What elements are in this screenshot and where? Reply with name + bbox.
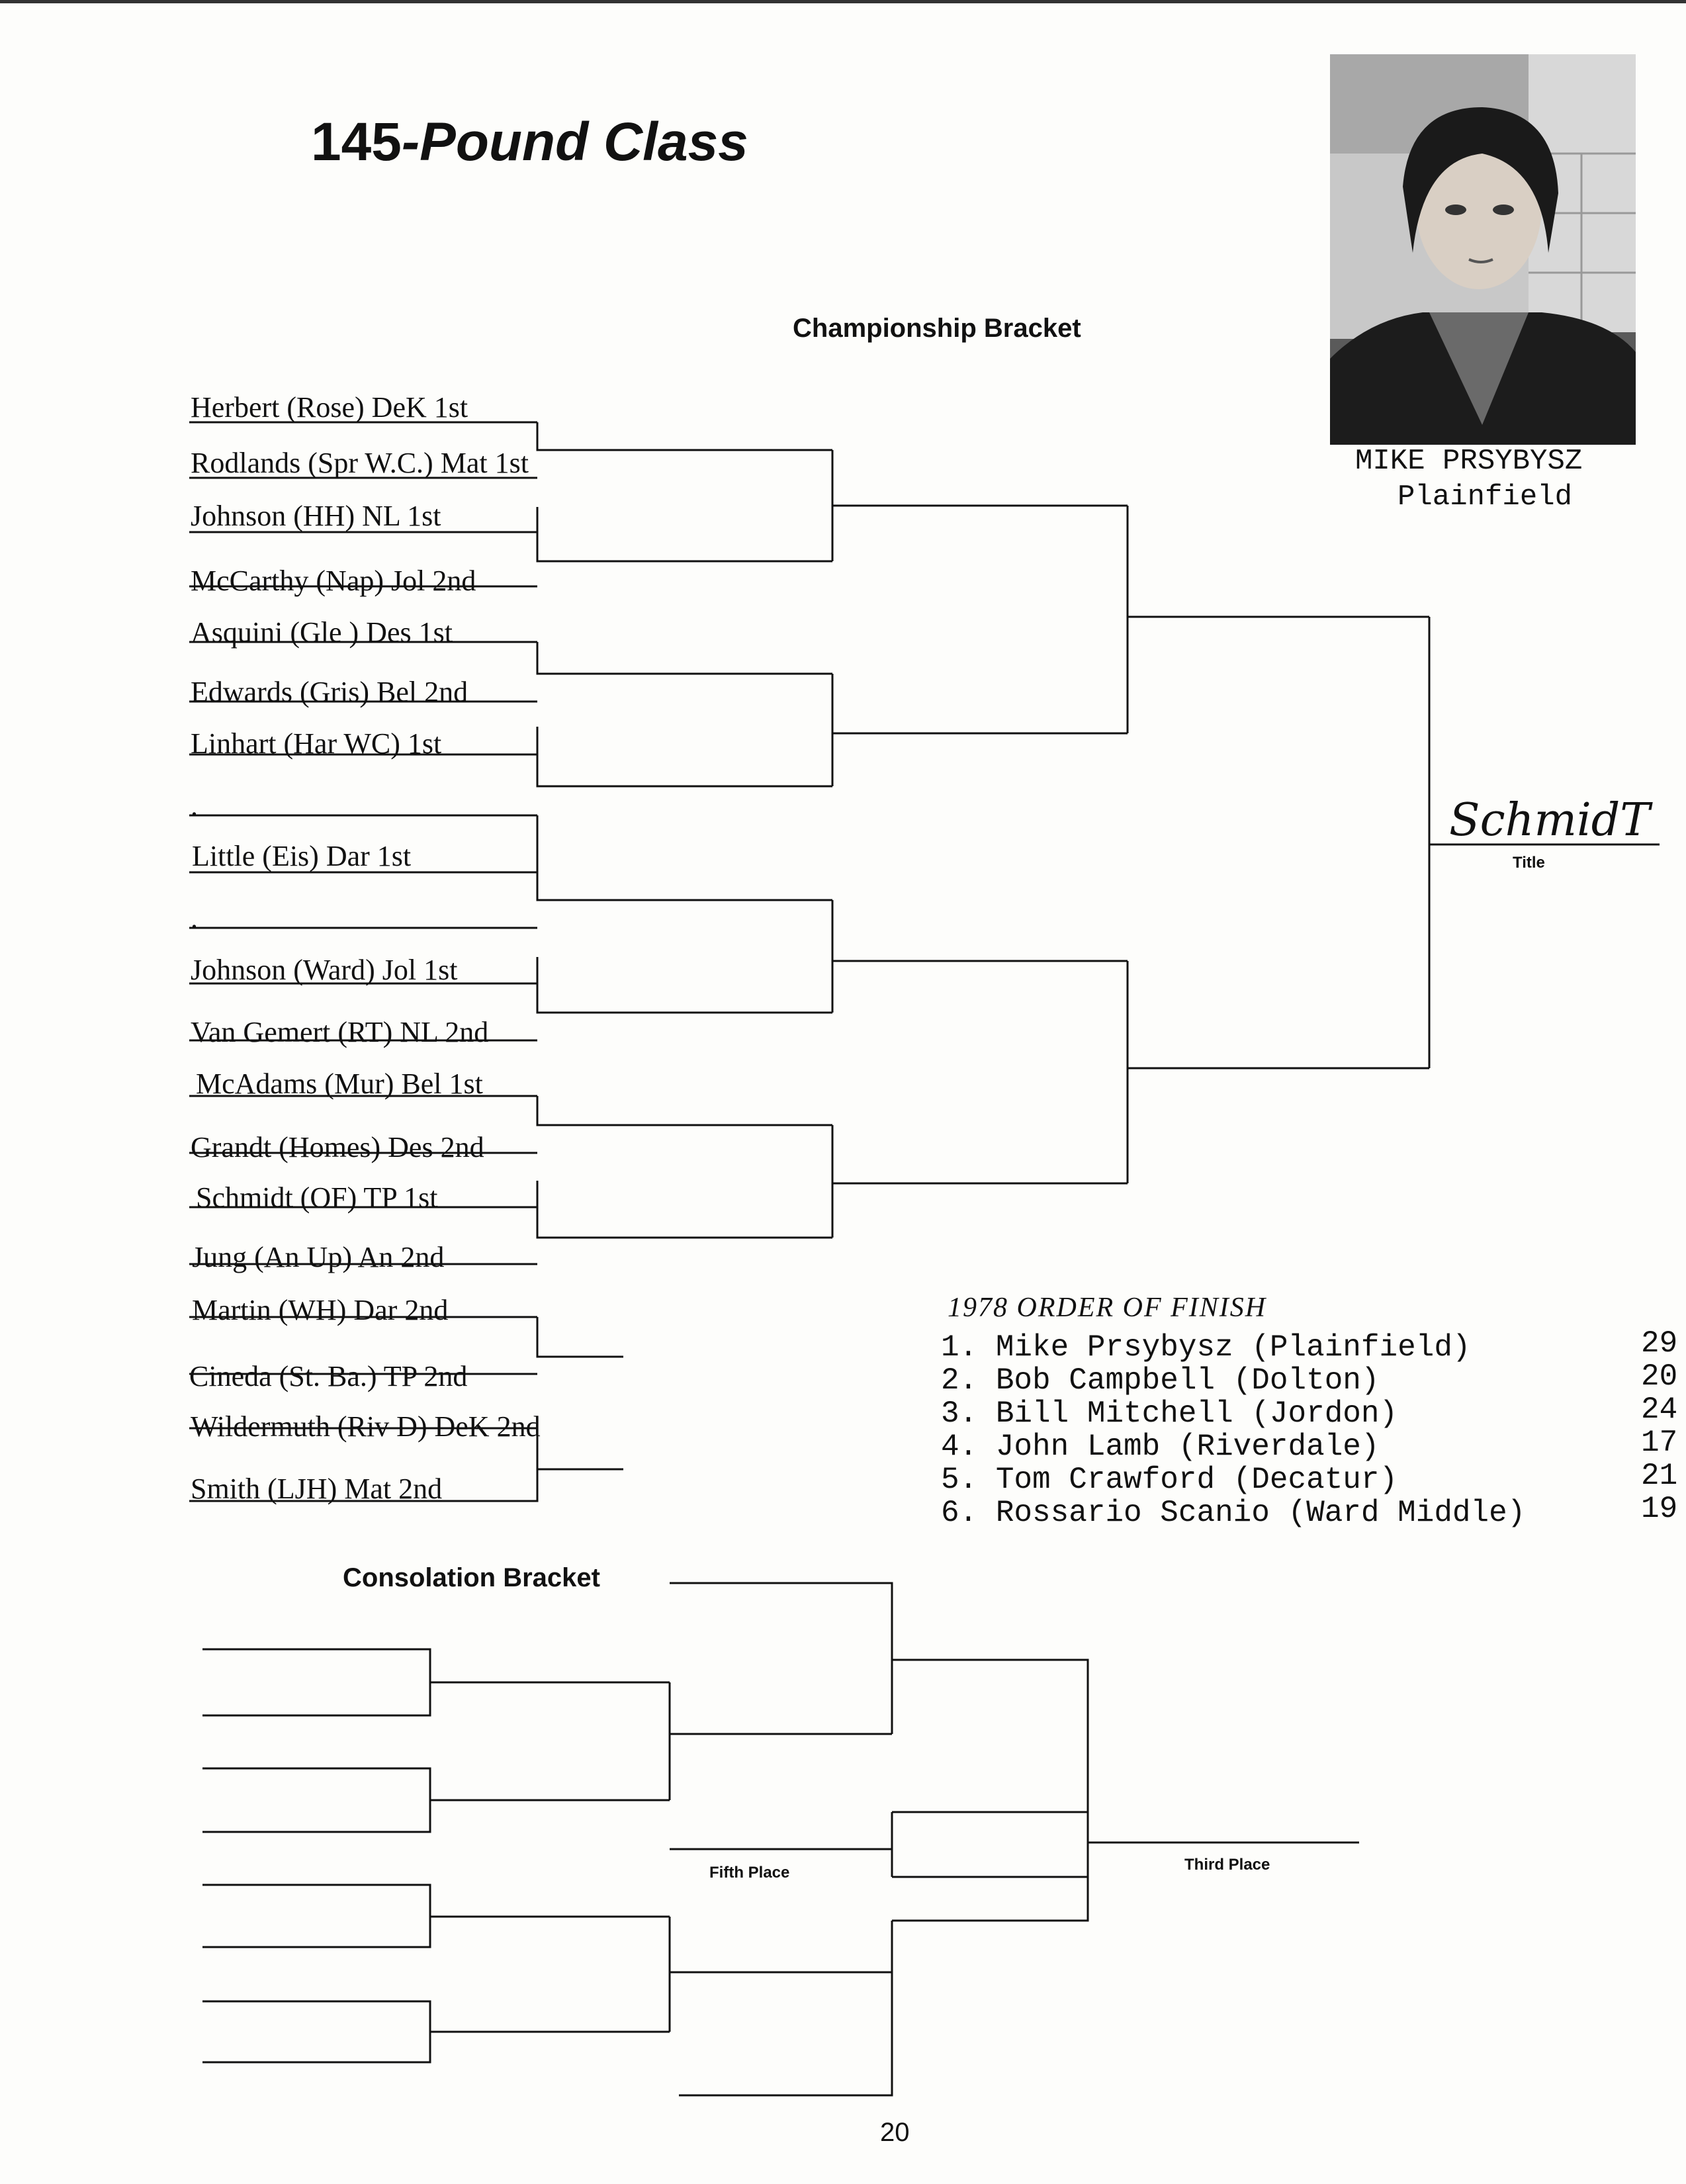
order-row-2-num: 20	[1641, 1359, 1678, 1394]
fifth-place-label: Fifth Place	[709, 1864, 790, 1882]
bracket-entry-16: Jung (An Up) An 2nd	[192, 1241, 445, 1273]
weight-number: 145	[311, 112, 402, 172]
bracket-entry-20: Smith (LJH) Mat 2nd	[191, 1473, 443, 1505]
order-row-4-num: 17	[1641, 1426, 1678, 1460]
championship-bracket-label: Championship Bracket	[793, 314, 1081, 343]
order-of-finish-heading: 1978 ORDER OF FINISH	[948, 1293, 1267, 1323]
order-row-6-num: 19	[1641, 1492, 1678, 1526]
weight-class-text: -Pound Class	[401, 112, 748, 172]
bracket-entry-19: Wildermuth (Riv D) DeK 2nd	[191, 1410, 541, 1443]
bracket-entry-11: Johnson (Ward) Jol 1st	[191, 954, 458, 986]
bracket-entry-4: McCarthy (Nap) Jol 2nd	[191, 565, 476, 597]
order-row-3: 3. Bill Mitchell (Jordon)	[941, 1396, 1398, 1431]
bracket-entry-7: Linhart (Har WC) 1st	[191, 727, 442, 760]
champion-name: SchmidT	[1449, 794, 1650, 846]
page-number: 20	[880, 2118, 910, 2147]
bracket-entry-17: Martin (WH) Dar 2nd	[192, 1294, 449, 1326]
bracket-entry-13: McAdams (Mur) Bel 1st	[196, 1068, 483, 1100]
bracket-entry-12: Van Gemert (RT) NL 2nd	[191, 1016, 489, 1048]
order-row-1: 1. Mike Prsybysz (Plainfield)	[941, 1330, 1471, 1365]
bracket-entry-5: Asquini (Gle ) Des 1st	[191, 616, 453, 649]
bracket-entry-6: Edwards (Gris) Bel 2nd	[191, 676, 468, 708]
order-row-4: 4. John Lamb (Riverdale)	[941, 1430, 1380, 1464]
order-row-5-num: 21	[1641, 1459, 1678, 1493]
bracket-entry-2: Rodlands (Spr W.C.) Mat 1st	[191, 447, 529, 479]
bracket-entry-8: .	[191, 790, 198, 822]
order-row-3-num: 24	[1641, 1392, 1678, 1427]
bracket-entry-9: Little (Eis) Dar 1st	[192, 840, 412, 872]
bracket-entry-18: Cineda (St. Ba.) TP 2nd	[189, 1360, 468, 1392]
bracket-entry-14: Grandt (Homes) Des 2nd	[191, 1131, 484, 1163]
consolation-bracket-label: Consolation Bracket	[343, 1563, 600, 1592]
order-row-5: 5. Tom Crawford (Decatur)	[941, 1463, 1398, 1497]
order-row-1-num: 29	[1641, 1326, 1678, 1361]
order-row-2: 2. Bob Campbell (Dolton)	[941, 1363, 1380, 1398]
bracket-entry-15: Schmidt (OF) TP 1st	[196, 1181, 438, 1214]
bracket-entry-3: Johnson (HH) NL 1st	[191, 500, 441, 532]
bracket-entry-10: .	[191, 902, 198, 934]
bracket-entry-1: Herbert (Rose) DeK 1st	[191, 391, 468, 424]
third-place-label: Third Place	[1184, 1856, 1270, 1874]
title-label: Title	[1513, 854, 1545, 872]
photo-caption-name: MIKE PRSYBYSZ	[1355, 445, 1583, 478]
photo-caption-school: Plainfield	[1398, 480, 1573, 514]
order-row-6: 6. Rossario Scanio (Ward Middle)	[941, 1496, 1526, 1530]
